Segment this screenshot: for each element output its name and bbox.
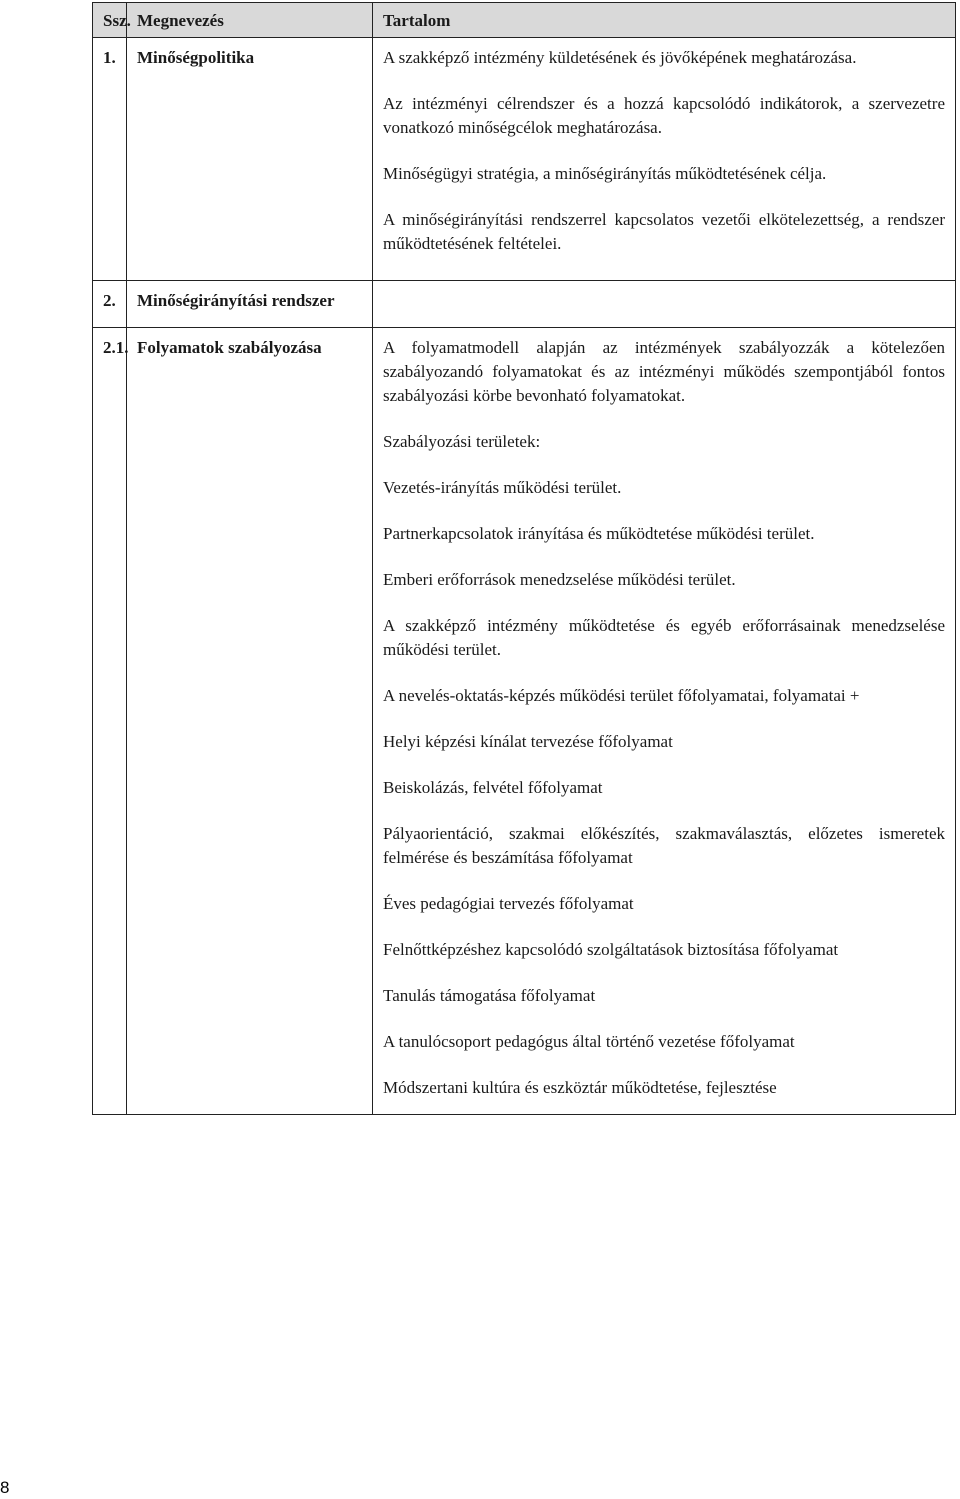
row-name: Minőségpolitika — [127, 38, 373, 281]
content-paragraph: Beiskolázás, felvétel főfolyamat — [383, 778, 603, 797]
content-paragraph: Módszertani kultúra és eszköztár működtetése, fejlesztése — [383, 1078, 777, 1097]
content-paragraph: Felnőttképzéshez kapcsolódó szolgáltatások biztosítása főfolyamat — [383, 940, 839, 959]
header-name: Megnevezés — [127, 3, 373, 38]
row-name: Folyamatok szabályozása — [127, 328, 373, 1115]
content-paragraph: Éves pedagógiai tervezés főfolyamat — [383, 894, 634, 913]
row-content — [373, 38, 956, 281]
page-number: 8 — [0, 1478, 10, 1497]
content-paragraph: Az intézményi célrendszer és a hozzá kapcsolódó indikátorok, a szervezetre vonatkozó minőségcélok meghatározása. — [383, 94, 945, 137]
content-table — [92, 2, 956, 1115]
content-paragraph: A folyamatmodell alapján az intézmények szabályozzák a kötelezően szabályozandó folyamatokat és az intézményi működés szempontjából fontos szabályozási körbe bevonható folyamatokat. — [383, 338, 945, 405]
table-row — [93, 281, 956, 328]
content-paragraph: Szabályozási területek: — [383, 432, 541, 451]
content-paragraph: A nevelés-oktatás-képzés működési terület főfolyamatai, folyamatai + — [383, 686, 860, 705]
content-paragraph: A szakképző intézmény küldetésének és jövőképének meghatározása. — [383, 48, 857, 67]
content-paragraph: A minőségirányítási rendszerrel kapcsolatos vezetői elkötelezettség, a rendszer működtetésének feltételei. — [383, 210, 945, 253]
table-row — [93, 328, 956, 1115]
content-paragraph: A tanulócsoport pedagógus által történő vezetése főfolyamat — [383, 1032, 795, 1051]
content-paragraph: Helyi képzési kínálat tervezése főfolyamat — [383, 732, 673, 751]
content-paragraph: Minőségügyi stratégia, a minőségirányítás működtetésének célja. — [383, 164, 827, 183]
table-row — [93, 38, 956, 281]
row-content — [373, 281, 956, 328]
header-num: Ssz. — [93, 3, 127, 38]
table-header-row — [93, 3, 956, 38]
content-paragraph: Partnerkapcsolatok irányítása és működtetése működési terület. — [383, 524, 815, 543]
row-name: Minőségirányítási rendszer — [127, 281, 373, 328]
content-paragraph: Pályaorientáció, szakmai előkészítés, szakmaválasztás, előzetes ismeretek felmérése és beszámítása főfolyamat — [383, 824, 945, 867]
row-number: 1. — [93, 38, 127, 281]
row-number: 2. — [93, 281, 127, 328]
header-content: Tartalom — [373, 3, 956, 38]
row-content — [373, 328, 956, 1115]
content-paragraph: Vezetés-irányítás működési terület. — [383, 478, 622, 497]
content-paragraph: Emberi erőforrások menedzselése működési terület. — [383, 570, 736, 589]
content-paragraph: A szakképző intézmény működtetése és egyéb erőforrásainak menedzselése működési terület. — [383, 616, 945, 659]
content-paragraph: Tanulás támogatása főfolyamat — [383, 986, 596, 1005]
row-number: 2.1. — [93, 328, 127, 1115]
